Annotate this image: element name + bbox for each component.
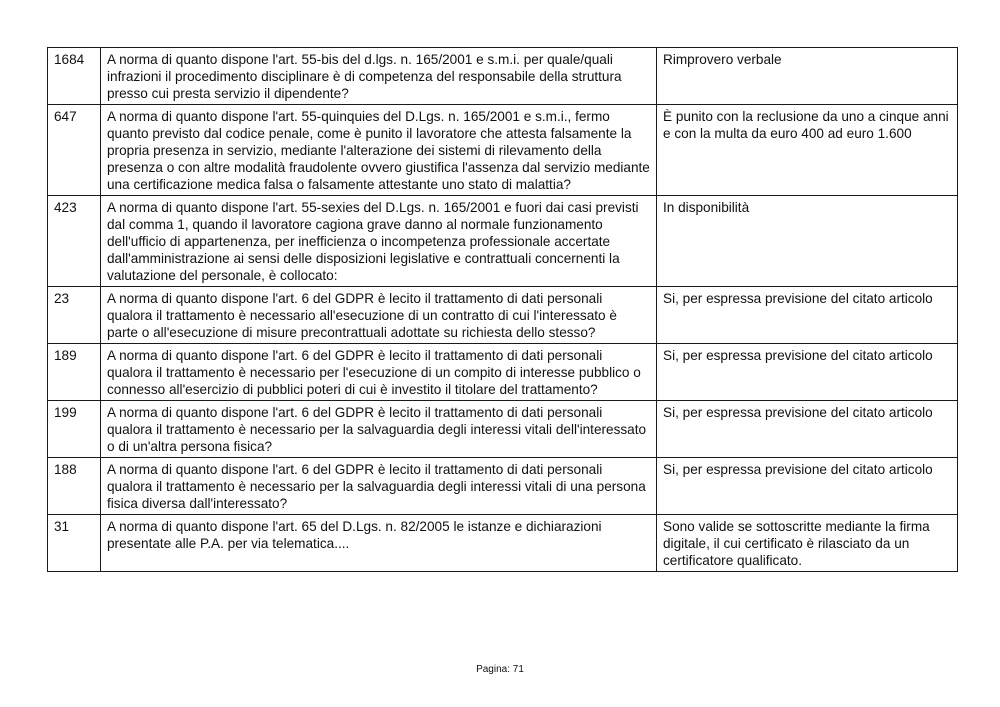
question-id: 647 <box>48 105 101 196</box>
page-number: Pagina: 71 <box>476 664 524 675</box>
table-row <box>48 48 958 105</box>
answer-text: Rimprovero verbale <box>657 48 958 105</box>
question-id: 423 <box>48 196 101 287</box>
question-id: 188 <box>48 458 101 515</box>
answer-text: Si, per espressa previsione del citato articolo <box>657 401 958 458</box>
question-text: A norma di quanto dispone l'art. 55-quinquies del D.Lgs. n. 165/2001 e s.m.i., fermo quanto previsto dal codice penale, come è punito il lavoratore che attesta falsamente la propria presenza in servizio, mediante l'alterazione dei sistemi di rilevamento della presenza o con altre modalità fraudolente ovvero giustifica l'assenza dal servizio mediante una certificazione medica falsa o falsamente attestante uno stato di malattia? <box>101 105 657 196</box>
question-id: 31 <box>48 515 101 572</box>
question-text: A norma di quanto dispone l'art. 6 del GDPR è lecito il trattamento di dati personali qualora il trattamento è necessario per la salvaguardia degli interessi vitali di una persona fisica diversa dall'interessato? <box>101 458 657 515</box>
answer-text: Sono valide se sottoscritte mediante la firma digitale, il cui certificato è rilasciato da un certificatore qualificato. <box>657 515 958 572</box>
table-row <box>48 344 958 401</box>
question-id: 23 <box>48 287 101 344</box>
table-row <box>48 515 958 572</box>
answer-text: Si, per espressa previsione del citato articolo <box>657 287 958 344</box>
table-row <box>48 401 958 458</box>
question-text: A norma di quanto dispone l'art. 55-sexies del D.Lgs. n. 165/2001 e fuori dai casi previsti dal comma 1, quando il lavoratore cagiona grave danno al normale funzionamento dell'ufficio di appartenenza, per inefficienza o incompetenza professionale accertate dall'amministrazione ai sensi delle disposizioni legislative e contrattuali concernenti la valutazione del personale, è collocato: <box>101 196 657 287</box>
table-row <box>48 105 958 196</box>
table-row <box>48 287 958 344</box>
question-text: A norma di quanto dispone l'art. 6 del GDPR è lecito il trattamento di dati personali qualora il trattamento è necessario per l'esecuzione di un compito di interesse pubblico o connesso all'esercizio di pubblici poteri di cui è investito il titolare del trattamento? <box>101 344 657 401</box>
question-text: A norma di quanto dispone l'art. 55-bis del d.lgs. n. 165/2001 e s.m.i. per quale/quali infrazioni il procedimento disciplinare è di competenza del responsabile della struttura presso cui presta servizio il dipendente? <box>101 48 657 105</box>
answer-text: Si, per espressa previsione del citato articolo <box>657 344 958 401</box>
question-id: 1684 <box>48 48 101 105</box>
answer-text: Si, per espressa previsione del citato articolo <box>657 458 958 515</box>
answer-text: È punito con la reclusione da uno a cinque anni e con la multa da euro 400 ad euro 1.600 <box>657 105 958 196</box>
question-text: A norma di quanto dispone l'art. 6 del GDPR è lecito il trattamento di dati personali qualora il trattamento è necessario all'esecuzione di un contratto di cui l'interessato è parte o all'esecuzione di misure precontrattuali adottate su richiesta dello stesso? <box>101 287 657 344</box>
question-answer-table <box>47 47 958 572</box>
question-id: 189 <box>48 344 101 401</box>
table-row <box>48 458 958 515</box>
question-text: A norma di quanto dispone l'art. 6 del GDPR è lecito il trattamento di dati personali qualora il trattamento è necessario per la salvaguardia degli interessi vitali dell'interessato o di un'altra persona fisica? <box>101 401 657 458</box>
answer-text: In disponibilità <box>657 196 958 287</box>
question-id: 199 <box>48 401 101 458</box>
table-row <box>48 196 958 287</box>
question-text: A norma di quanto dispone l'art. 65 del D.Lgs. n. 82/2005 le istanze e dichiarazioni presentate alle P.A. per via telematica.... <box>101 515 657 572</box>
